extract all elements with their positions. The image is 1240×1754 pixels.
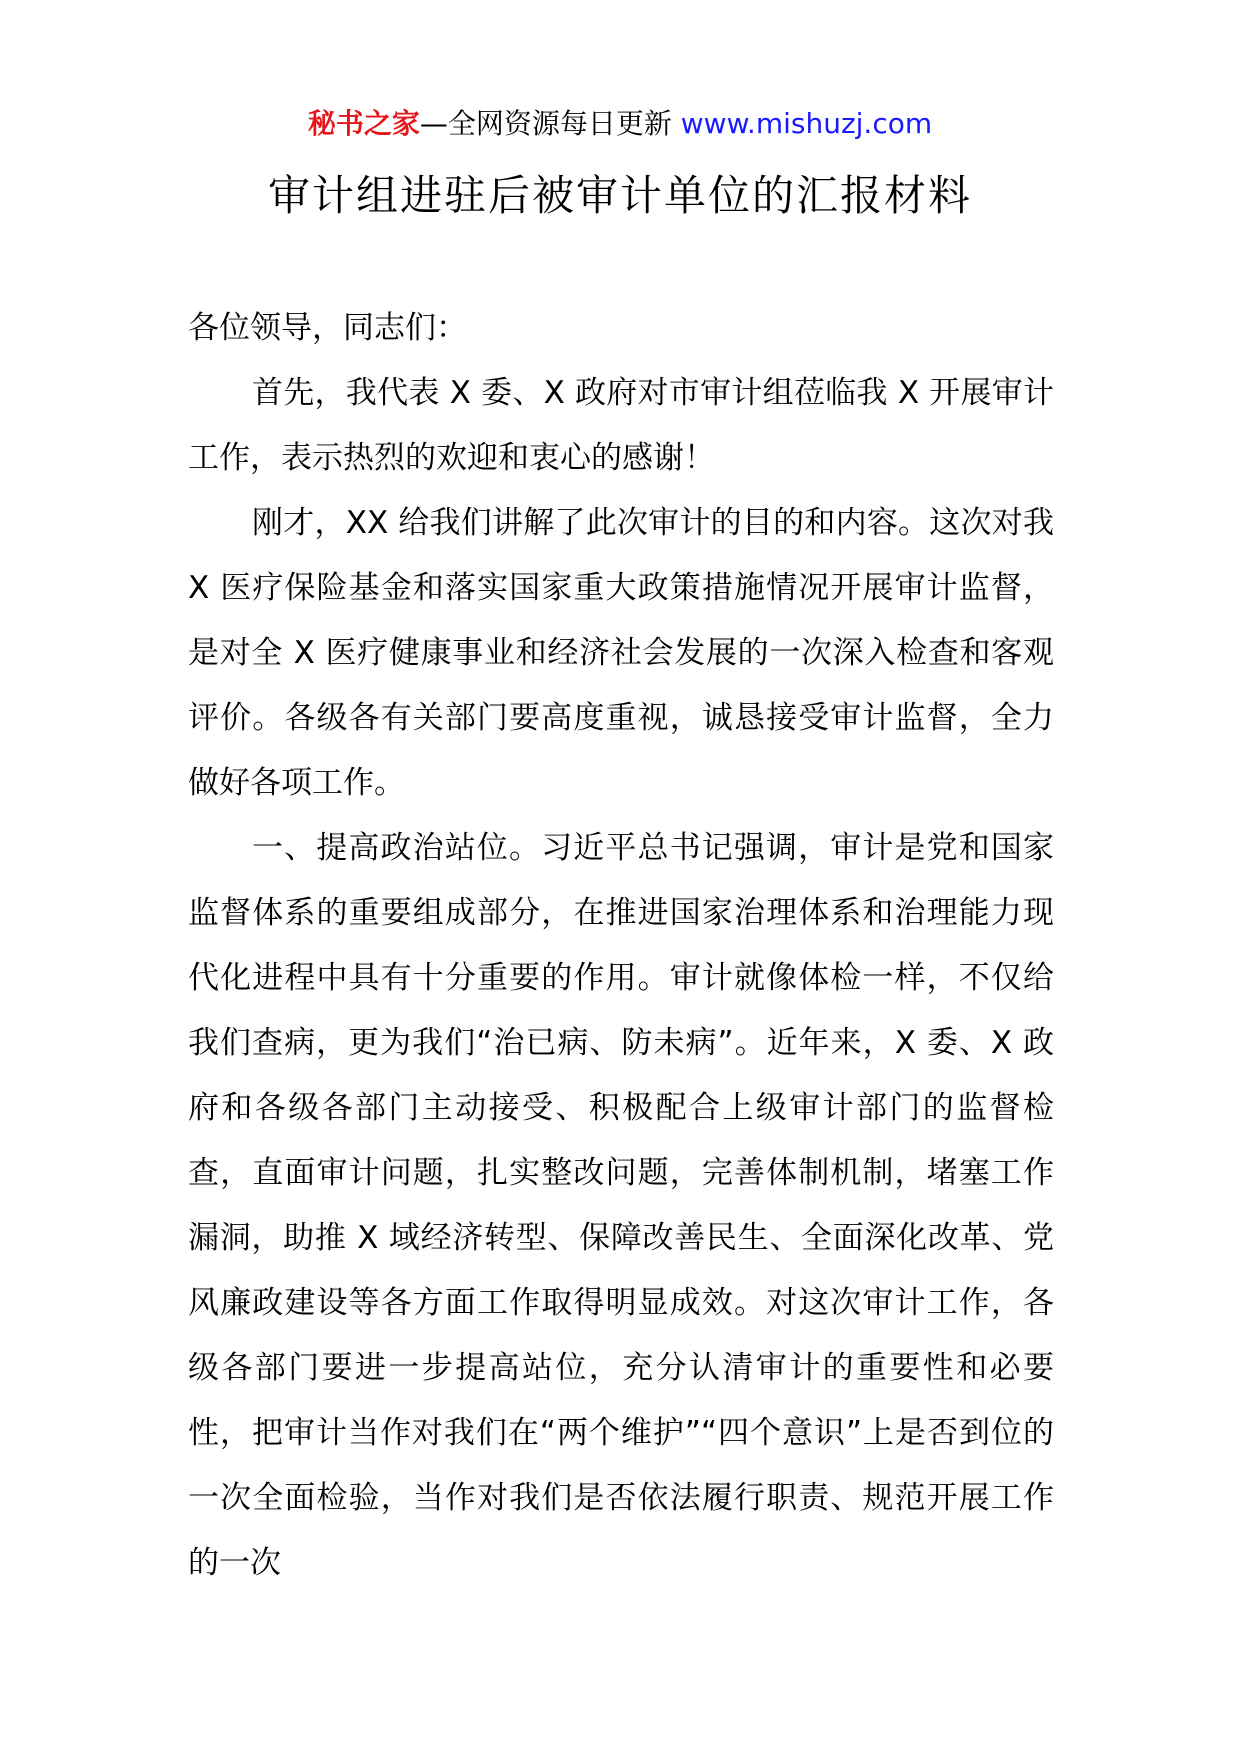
document-body — [188, 296, 1054, 1596]
brand-name: 秘书之家 — [307, 107, 420, 140]
site-url-link[interactable]: www.mishuzj.com — [680, 107, 933, 140]
site-header — [0, 104, 1240, 144]
paragraph-1: 首先，我代表 X 委、X 政府对市审计组莅临我 X 开展审计工作，表示热烈的欢迎和衷心的感谢！ — [188, 375, 1054, 476]
paragraph-2: 刚才，XX 给我们讲解了此次审计的目的和内容。这次对我 X 医疗保险基金和落实国家重大政策措施情况开展审计监督，是对全 X 医疗健康事业和经济社会发展的一次深入检查和客观评价。各级各有关部门要高度重视，诚恳接受审计监督，全力做好各项工作。 — [188, 505, 1054, 801]
paragraph-3: 一、提高政治站位。习近平总书记强调，审计是党和国家监督体系的重要组成部分，在推进国家治理体系和治理能力现代化进程中具有十分重要的作用。审计就像体检一样，不仅给我们查病，更为我们“治已病、防未病”。近年来，X 委、X 政府和各级各部门主动接受、积极配合上级审计部门的监督检查，直面审计问题，扎实整改问题，完善体制机制，堵塞工作漏洞，助推 X 域经济转型、保障改善民生、全面深化改革、党风廉政建设等各方面工作取得明显成效。对这次审计工作，各级各部门要进一步提高站位，充分认清审计的重要性和必要性，把审计当作对我们在“两个维护”“四个意识”上是否到位的一次全面检验，当作对我们是否依法履行职责、规范开展工作的一次 — [188, 830, 1054, 1581]
header-slogan: —全网资源每日更新 — [419, 107, 681, 140]
salutation: 各位领导，同志们： — [188, 310, 467, 346]
document-title: 审计组进驻后被审计单位的汇报材料 — [267, 171, 972, 220]
